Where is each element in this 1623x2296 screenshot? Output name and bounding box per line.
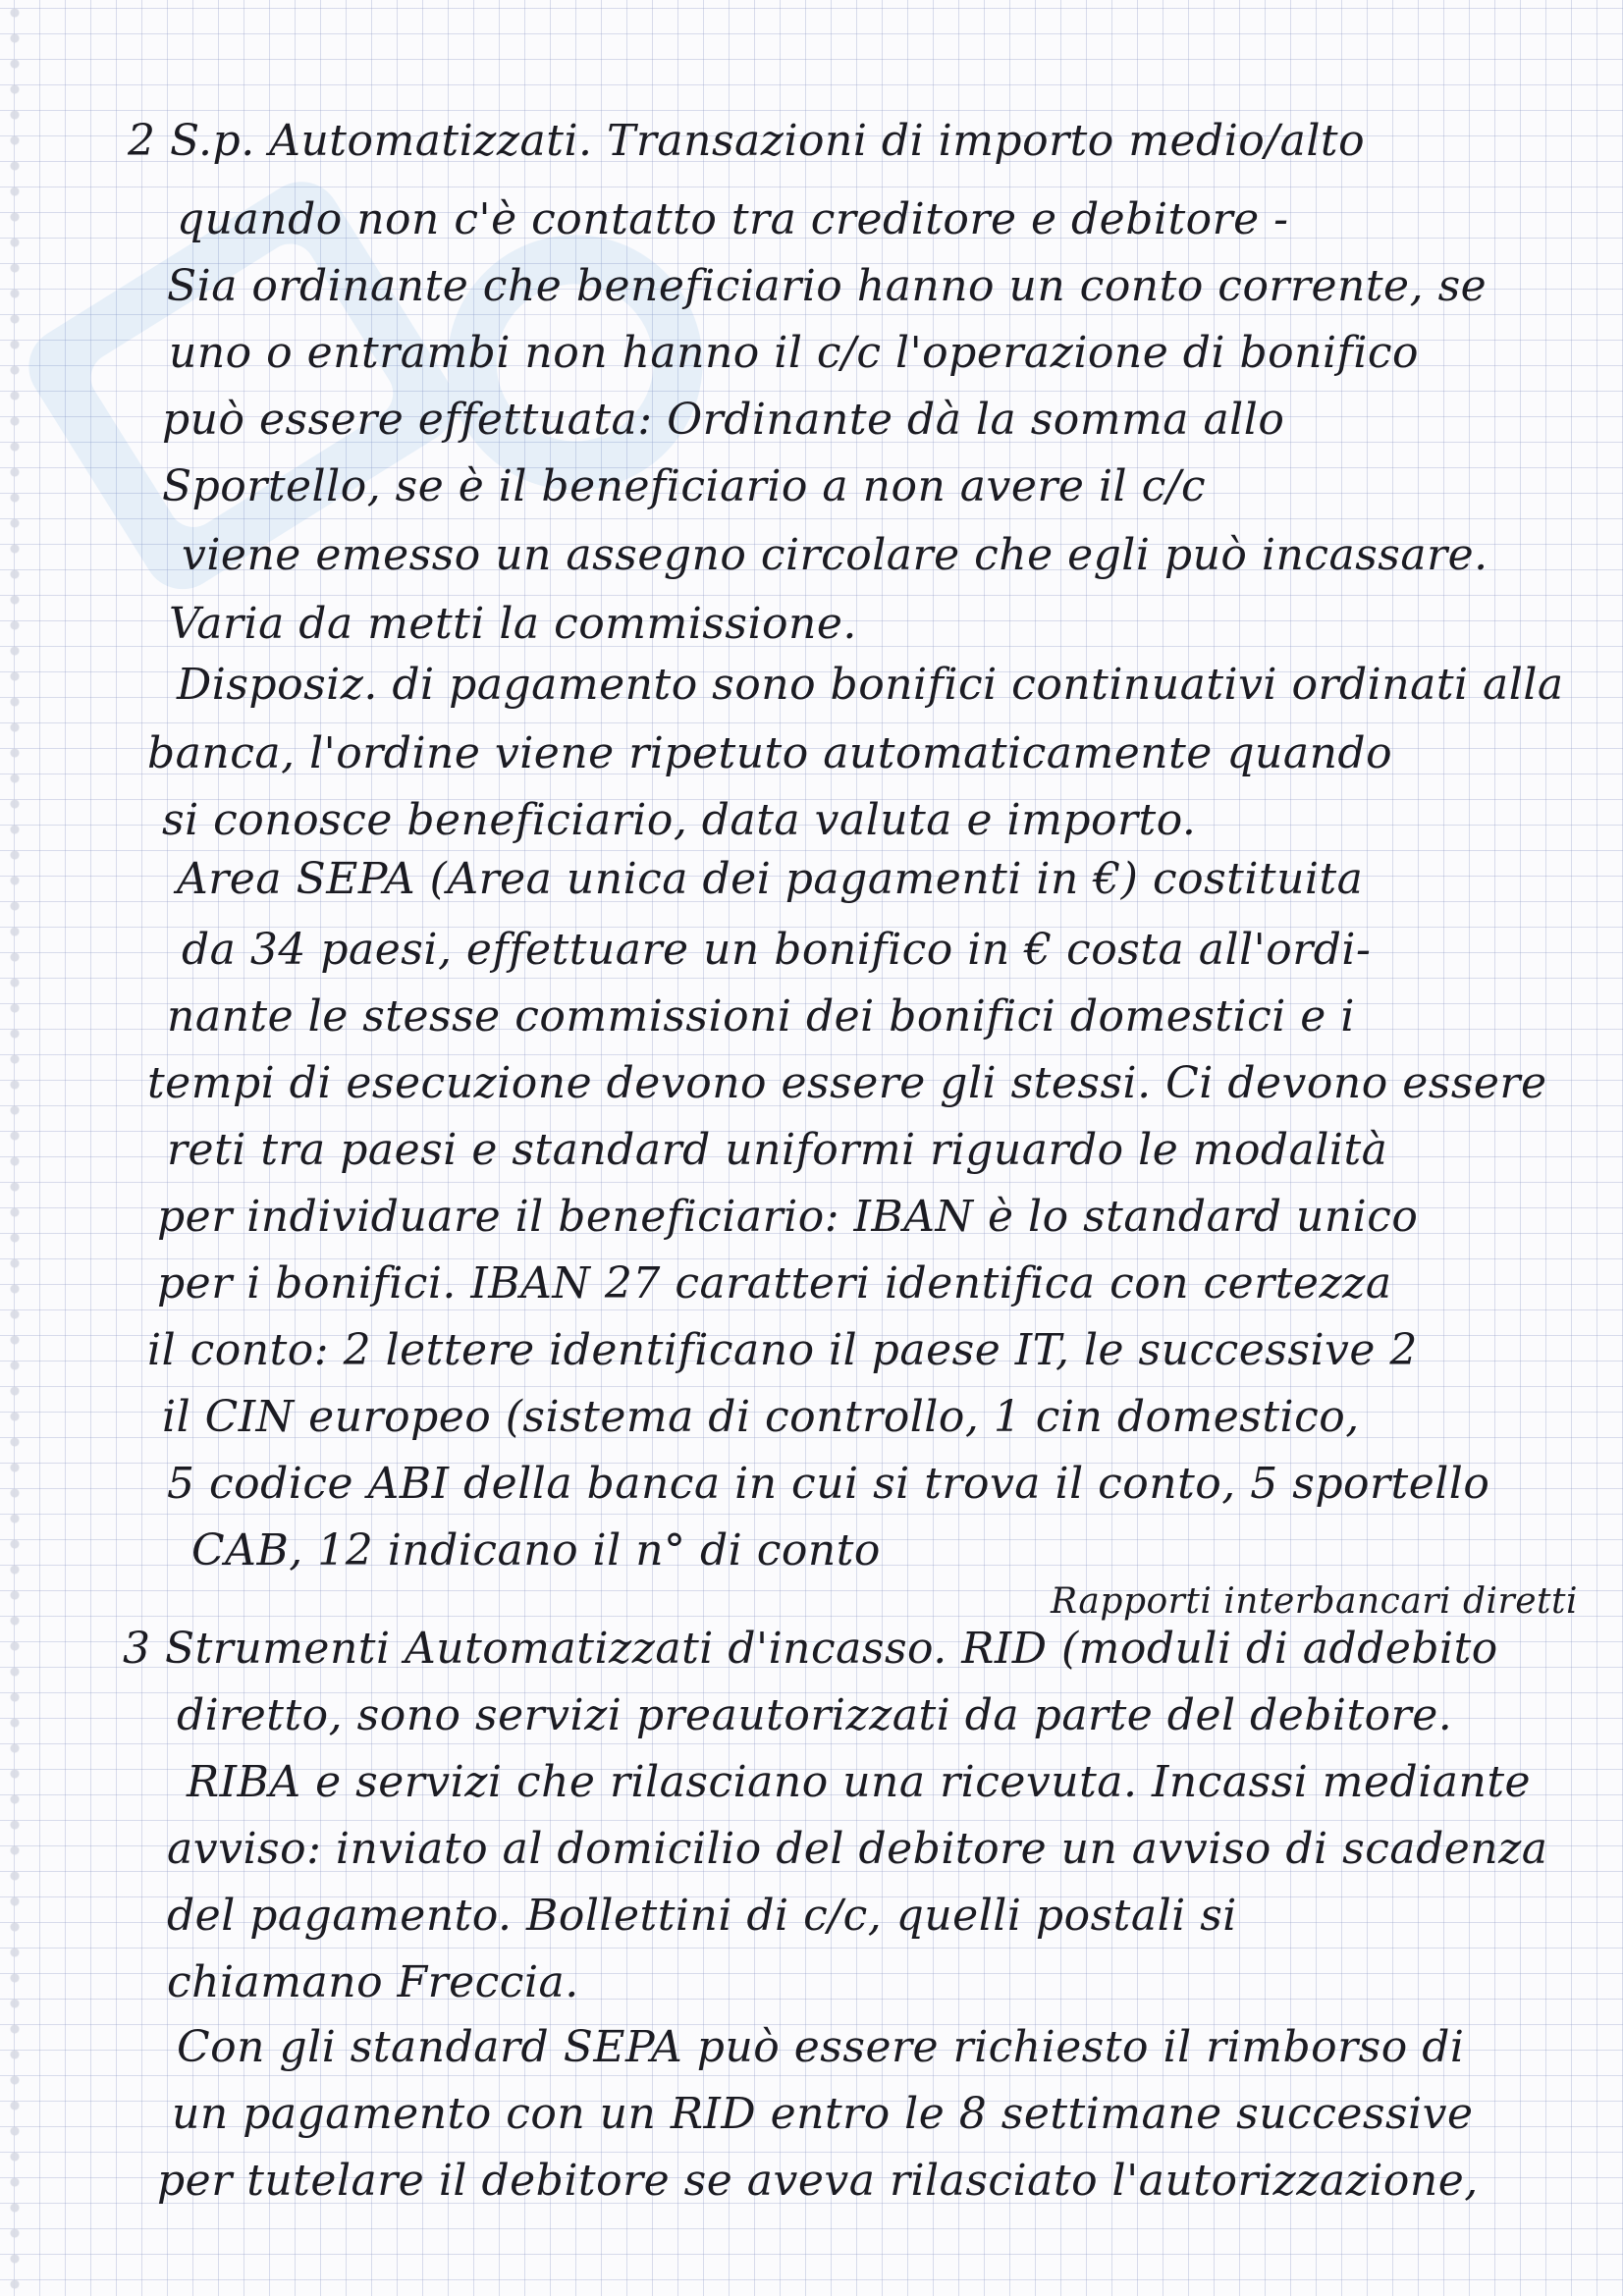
note-line: Disposiz. di pagamento sono bonifici continuativi ordinati alla	[177, 660, 1564, 710]
note-line: reti tra paesi e standard uniformi riguardo le modalità	[167, 1125, 1388, 1175]
note-line: chiamano Freccia.	[167, 1957, 579, 2007]
note-line: CAB, 12 indicano il n° di conto	[191, 1525, 881, 1575]
note-line: il conto: 2 lettere identificano il paese IT, le successive 2	[147, 1325, 1418, 1375]
note-line: per tutelare il debitore se aveva rilasciato l'autorizzazione,	[157, 2156, 1479, 2206]
note-line: un pagamento con un RID entro le 8 settimane successive	[172, 2089, 1474, 2139]
note-line: 3 Strumenti Automatizzati d'incasso. RID (moduli di addebito	[123, 1624, 1498, 1674]
note-line: Varia da metti la commissione.	[169, 599, 857, 649]
note-line: banca, l'ordine viene ripetuto automaticamente quando	[147, 728, 1393, 778]
note-line: Sia ordinante che beneficiario hanno un conto corrente, se	[167, 261, 1488, 311]
note-line: viene emesso un assegno circolare che egli può incassare.	[182, 530, 1488, 580]
note-line: avviso: inviato al domicilio del debitore un avviso di scadenza	[167, 1824, 1548, 1874]
note-line: uno o entrambi non hanno il c/c l'operazione di bonifico	[169, 328, 1420, 378]
note-line: diretto, sono servizi preautorizzati da parte del debitore.	[177, 1690, 1453, 1740]
note-line: 5 codice ABI della banca in cui si trova il conto, 5 sportello	[167, 1459, 1490, 1509]
note-line: Con gli standard SEPA può essere richiesto il rimborso di	[177, 2022, 1465, 2072]
note-line: il CIN europeo (sistema di controllo, 1 cin domestico,	[162, 1392, 1360, 1442]
note-line: del pagamento. Bollettini di c/c, quelli postali si	[167, 1891, 1237, 1941]
note-line: da 34 paesi, effettuare un bonifico in € costa all'ordi-	[182, 925, 1372, 975]
note-line: si conosce beneficiario, data valuta e importo.	[162, 795, 1197, 845]
note-line: quando non c'è contatto tra creditore e debitore -	[177, 194, 1289, 244]
note-annotation: Rapporti interbancari diretti	[1051, 1581, 1578, 1622]
note-line: tempi di esecuzione devono essere gli stessi. Ci devono essere	[147, 1058, 1547, 1108]
note-line: 2 S.p. Automatizzati. Transazioni di importo medio/alto	[128, 116, 1366, 166]
note-line: per i bonifici. IBAN 27 caratteri identifica con certezza	[157, 1258, 1392, 1308]
note-line: per individuare il beneficiario: IBAN è lo standard unico	[157, 1192, 1419, 1242]
note-line: Area SEPA (Area unica dei pagamenti in €) costituita	[177, 854, 1364, 904]
note-line: può essere effettuata: Ordinante dà la somma allo	[162, 395, 1285, 445]
note-line: nante le stesse commissioni dei bonifici domestici e i	[167, 991, 1355, 1041]
note-line: Sportello, se è il beneficiario a non avere il c/c	[162, 461, 1207, 511]
note-line: RIBA e servizi che rilasciano una ricevuta. Incassi mediante	[187, 1757, 1532, 1807]
